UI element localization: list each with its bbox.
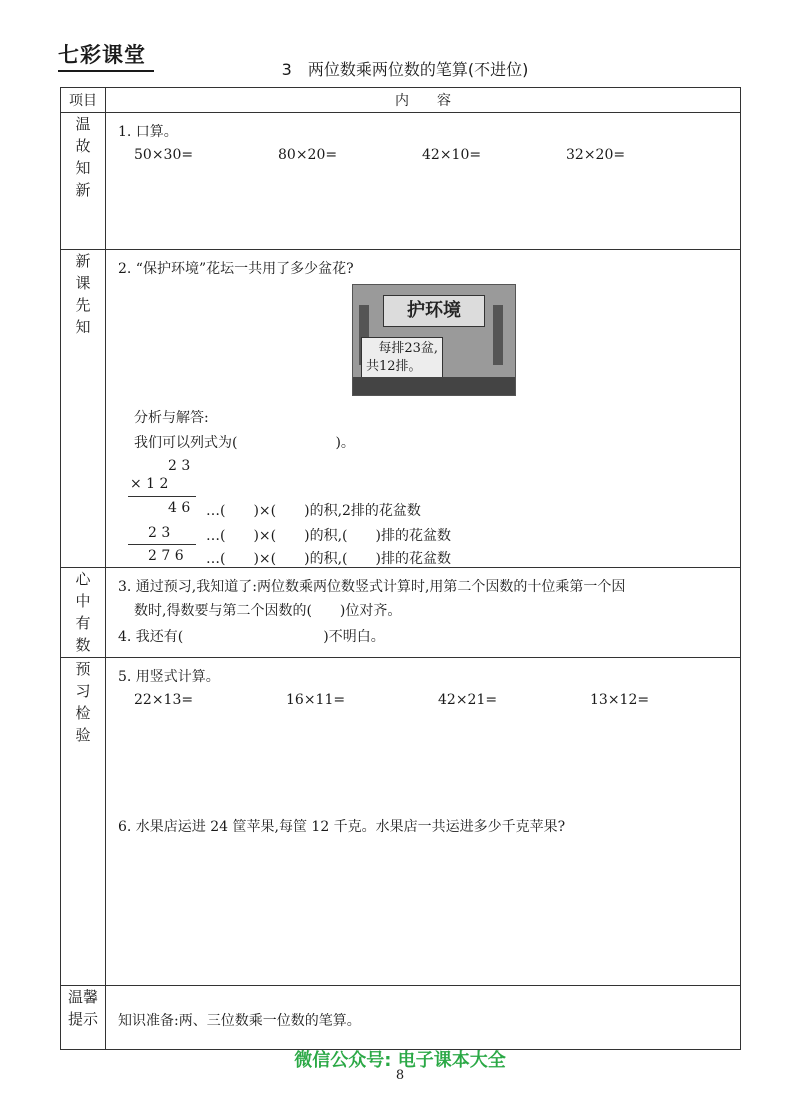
- vertical-row: 4 6: [168, 500, 191, 516]
- section-tip: [106, 986, 741, 1050]
- tip-text: 知识准备:两、三位数乘一位数的笔算。: [118, 1013, 361, 1029]
- header-content-col: 内 容: [106, 88, 741, 113]
- sign-line: 每排23盆,: [378, 341, 438, 356]
- calc-item: 13×12=: [590, 692, 650, 708]
- section-label-review: 温故知新: [61, 113, 106, 250]
- worksheet-table: [60, 87, 741, 1050]
- question-3: 3. 通过预习,我知道了:两位数乘两位数竖式计算时,用第二个因数的十位乘第一个因: [118, 579, 626, 595]
- page-title: 3 两位数乘两位数的笔算(不进位): [281, 60, 529, 79]
- flowerbed-illustration: [352, 284, 516, 396]
- section-check: [106, 658, 741, 986]
- section-mind: [106, 568, 741, 658]
- vertical-row: 2 3: [168, 458, 191, 474]
- banner-text: 护环境: [383, 295, 485, 327]
- calc-item: 42×10=: [422, 147, 482, 163]
- question-2: 2. “保护环境”花坛一共用了多少盆花?: [118, 261, 354, 277]
- vertical-note: …( )×( )的积,2排的花盆数: [206, 503, 421, 519]
- question-1: 1. 口算。: [118, 124, 178, 140]
- page-number: 8: [395, 1068, 405, 1083]
- calc-item: 80×20=: [278, 147, 338, 163]
- question-6: 6. 水果店运进 24 筐苹果,每筐 12 千克。水果店一共运进多少千克苹果?: [118, 819, 566, 835]
- vertical-note: …( )×( )的积,( )排的花盆数: [206, 551, 451, 567]
- footer-watermark: 微信公众号: 电子课本大全: [294, 1050, 506, 1071]
- question-5: 5. 用竖式计算。: [118, 669, 220, 685]
- brand-logo: 七彩课堂: [58, 44, 154, 72]
- calc-item: 50×30=: [134, 147, 194, 163]
- vertical-divider: [128, 496, 196, 497]
- vertical-row: × 1 2: [130, 476, 169, 492]
- section-new: [106, 250, 741, 568]
- vertical-row: 2 7 6: [148, 548, 184, 564]
- calc-item: 42×21=: [438, 692, 498, 708]
- section-label-new: 新课先知: [61, 250, 106, 568]
- calc-item: 22×13=: [134, 692, 194, 708]
- section-label-mind: 心中有数: [61, 568, 106, 658]
- section-label-tip: 温馨提示: [61, 986, 106, 1050]
- vertical-divider: [128, 544, 196, 545]
- analysis-label: 分析与解答:: [134, 410, 209, 426]
- formula-line: 我们可以列式为( )。: [134, 435, 355, 451]
- sign-board: [361, 337, 443, 379]
- section-label-check: 预习检验: [61, 658, 106, 986]
- question-3-cont: 数时,得数要与第二个因数的( )位对齐。: [134, 603, 402, 619]
- calc-item: 32×20=: [566, 147, 626, 163]
- vertical-note: …( )×( )的积,( )排的花盆数: [206, 528, 451, 544]
- vertical-row: 2 3: [148, 525, 171, 541]
- section-review: [106, 113, 741, 250]
- calc-item: 16×11=: [286, 692, 346, 708]
- header-item-col: 项目: [61, 88, 106, 113]
- sign-line: 共12排。: [366, 359, 422, 374]
- question-4: 4. 我还有( )不明白。: [118, 629, 385, 645]
